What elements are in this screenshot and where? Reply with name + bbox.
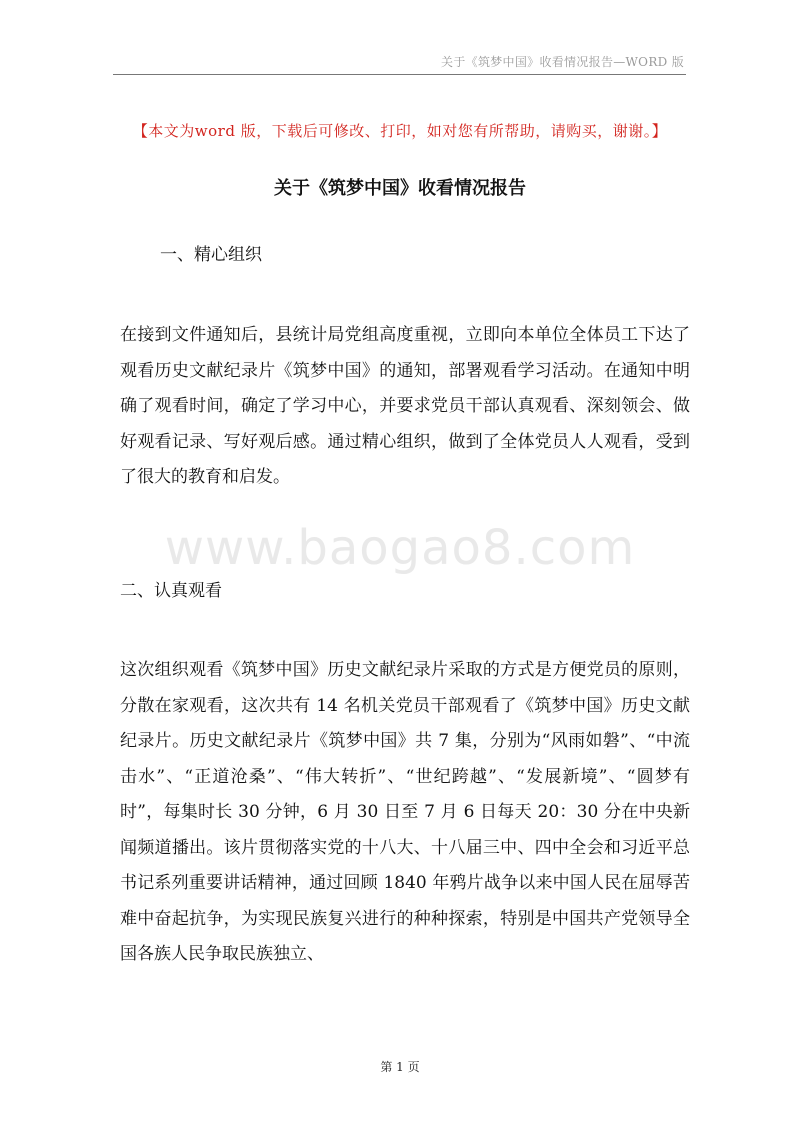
running-header: 关于《筑梦中国》收看情况报告—WORD 版 xyxy=(441,55,684,69)
download-notice: 【本文为word 版，下载后可修改、打印，如对您有所帮助，请购买，谢谢。】 xyxy=(132,122,668,140)
document-title: 关于《筑梦中国》收看情况报告 xyxy=(274,178,526,199)
watermark-text: www.baogao8.com xyxy=(164,520,636,576)
section-body-watch: 这次组织观看《筑梦中国》历史文献纪录片采取的方式是方便党员的原则，分散在家观看，这次共有 14 名机关党员干部观看了《筑梦中国》历史文献纪录片。历史文献纪录片《筑梦中国》共 7 集，分别为“风雨如磐”、“中流击水”、“正道沧桑”、“伟大转折”、“世纪跨越”、“发展新境”、“圆梦有时”，每集时长 30 分钟，6 月 30 日至 7 月 6 日每天 20：30 分在中央新闻频道播出。该片贯彻落实党的十八大、十八届三中、四中全会和习近平总书记系列重要讲话精神，通过回顾 1840 年鸦片战争以来中国人民在屈辱苦难中奋起抗争，为实现民族复兴进行的种种探索，特别是中国共产党领导全国各族人民争取民族独立、 xyxy=(120,660,690,964)
section-body-organize: 在接到文件通知后，县统计局党组高度重视，立即向本单位全体员工下达了观看历史文献纪录片《筑梦中国》的通知，部署观看学习活动。在通知中明确了观看时间，确定了学习中心，并要求党员干部认真观看、深刻领会、做好观看记录、写好观后感。通过精心组织，做到了全体党员人人观看，受到了很大的教育和启发。 xyxy=(120,325,690,487)
header-divider xyxy=(113,74,686,75)
section-heading-watch: 二、认真观看 xyxy=(120,581,222,601)
page-number: 第 1 页 xyxy=(380,1060,420,1074)
section-heading-organize: 一、精心组织 xyxy=(160,245,262,265)
